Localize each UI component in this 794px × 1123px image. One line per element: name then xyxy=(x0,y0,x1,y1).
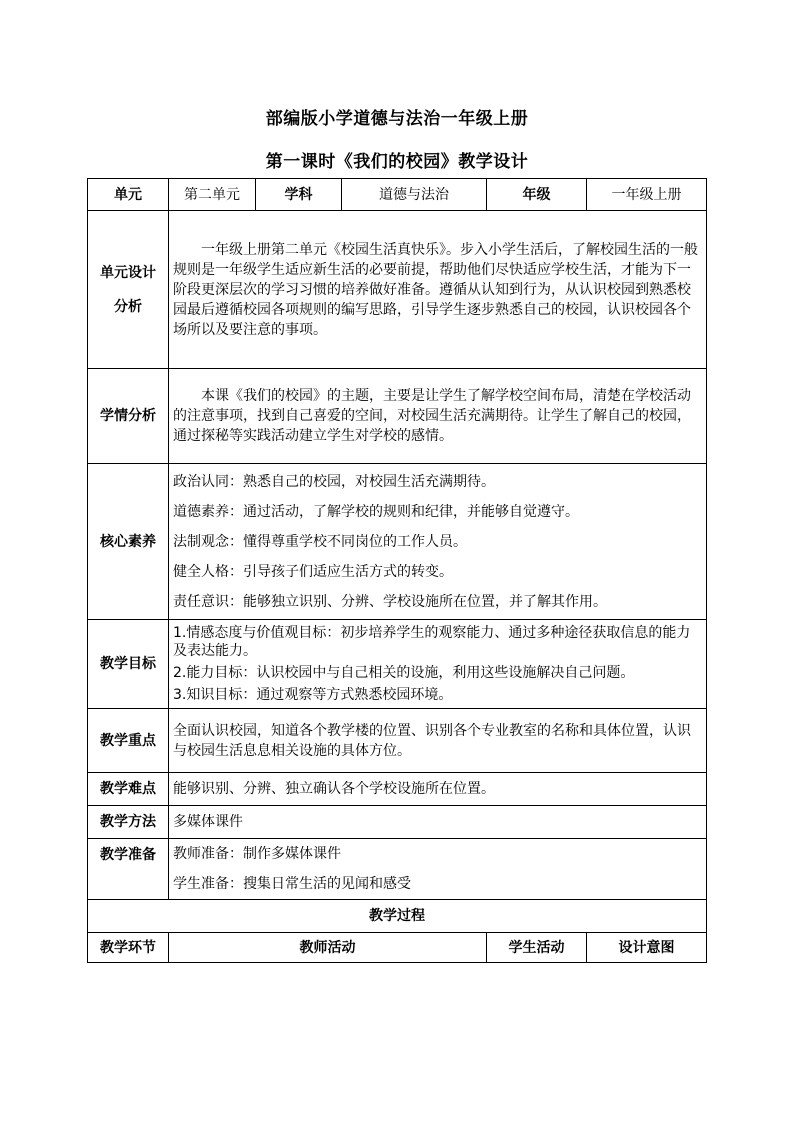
process-header-row xyxy=(88,933,707,963)
core-literacy-label: 核心素养 xyxy=(88,464,169,620)
unit-value: 第二单元 xyxy=(169,179,256,211)
unit-analysis-row xyxy=(88,211,707,369)
process-column-header: 学生活动 xyxy=(487,933,587,963)
preparation-row xyxy=(88,839,707,900)
core-literacy-row xyxy=(88,464,707,620)
methods-row xyxy=(88,806,707,839)
core-literacy-item: 政治认同：熟悉自己的校园，对校园生活充满期待。 xyxy=(173,473,495,490)
process-column-header: 教师活动 xyxy=(169,933,487,963)
preparation-label: 教学准备 xyxy=(88,839,169,900)
core-literacy-item: 法制观念：懂得尊重学校不同岗位的工作人员。 xyxy=(173,533,467,550)
process-column-header: 教学环节 xyxy=(88,933,169,963)
teacher-preparation: 教师准备：制作多媒体课件 xyxy=(173,846,341,862)
goal-item: 2.能力目标：认识校园中与自己相关的设施，利用这些设施解决自己问题。 xyxy=(173,665,635,681)
goal-item: 3.知识目标：通过观察等方式熟悉校园环境。 xyxy=(173,687,453,703)
key-points-text: 全面认识校园，知道各个教学楼的位置、识别各个专业教室的名称和具体位置，认识与校园生活息息相关设施的具体方位。 xyxy=(169,709,707,773)
info-row xyxy=(88,179,707,211)
unit-analysis-label xyxy=(88,211,169,369)
process-title-row xyxy=(88,900,707,933)
key-points-row xyxy=(88,709,707,773)
unit-label: 单元 xyxy=(88,179,169,211)
methods-label: 教学方法 xyxy=(88,806,169,839)
document-subtitle: 第一课时《我们的校园》教学设计 xyxy=(265,152,529,172)
difficulties-label: 教学难点 xyxy=(88,773,169,806)
difficulties-row xyxy=(88,773,707,806)
subject-label: 学科 xyxy=(256,179,342,211)
goals-label: 教学目标 xyxy=(88,620,169,709)
learner-analysis-label: 学情分析 xyxy=(88,369,169,464)
goals-row xyxy=(88,620,707,709)
learner-analysis-row xyxy=(88,369,707,464)
methods-text: 多媒体课件 xyxy=(169,806,707,839)
learner-analysis-text: 本课《我们的校园》的主题，主要是让学生了解学校空间布局，清楚在学校活动的注意事项，找到自己喜爱的空间，对校园生活充满期待。让学生了解自己的校园，通过探秘等实践活动建立学生对学校的感情。 xyxy=(169,369,707,464)
grade-value: 一年级上册 xyxy=(587,179,707,211)
unit-analysis-label-line2: 分析 xyxy=(114,298,142,315)
document-title: 部编版小学道德与法治一年级上册 xyxy=(265,109,529,129)
goals-content xyxy=(169,620,707,709)
difficulties-text: 能够识别、分辨、独立确认各个学校设施所在位置。 xyxy=(169,773,707,806)
core-literacy-item: 道德素养：通过活动，了解学校的规则和纪律，并能够自觉遵守。 xyxy=(173,503,579,520)
student-preparation: 学生准备：搜集日常生活的见闻和感受 xyxy=(173,876,411,892)
core-literacy-item: 健全人格：引导孩子们适应生活方式的转变。 xyxy=(173,563,453,580)
process-title: 教学过程 xyxy=(88,900,707,933)
goal-item: 1.情感态度与价值观目标：初步培养学生的观察能力、通过多种途径获取信息的能力及表达能力。 xyxy=(173,625,691,659)
core-literacy-content xyxy=(169,464,707,620)
unit-analysis-label-line1: 单元设计 xyxy=(100,264,156,281)
unit-analysis-text: 一年级上册第二单元《校园生活真快乐》。步入小学生活后，了解校园生活的一般规则是一年级学生适应新生活的必要前提，帮助他们尽快适应学校生活，才能为下一阶段更深层次的学习习惯的培养做好准备。遵循从认知到行为，从认识校园到熟悉校园最后遵循校园各项规则的编写思路，引导学生逐步熟悉自己的校园，认识校园各个场所以及要注意的事项。 xyxy=(169,211,707,369)
subject-value: 道德与法治 xyxy=(342,179,487,211)
core-literacy-item: 责任意识：能够独立识别、分辨、学校设施所在位置，并了解其作用。 xyxy=(173,593,607,610)
preparation-content xyxy=(169,839,707,900)
grade-label: 年级 xyxy=(487,179,587,211)
lesson-plan-table xyxy=(87,178,707,963)
process-column-header: 设计意图 xyxy=(587,933,707,963)
key-points-label: 教学重点 xyxy=(88,709,169,773)
